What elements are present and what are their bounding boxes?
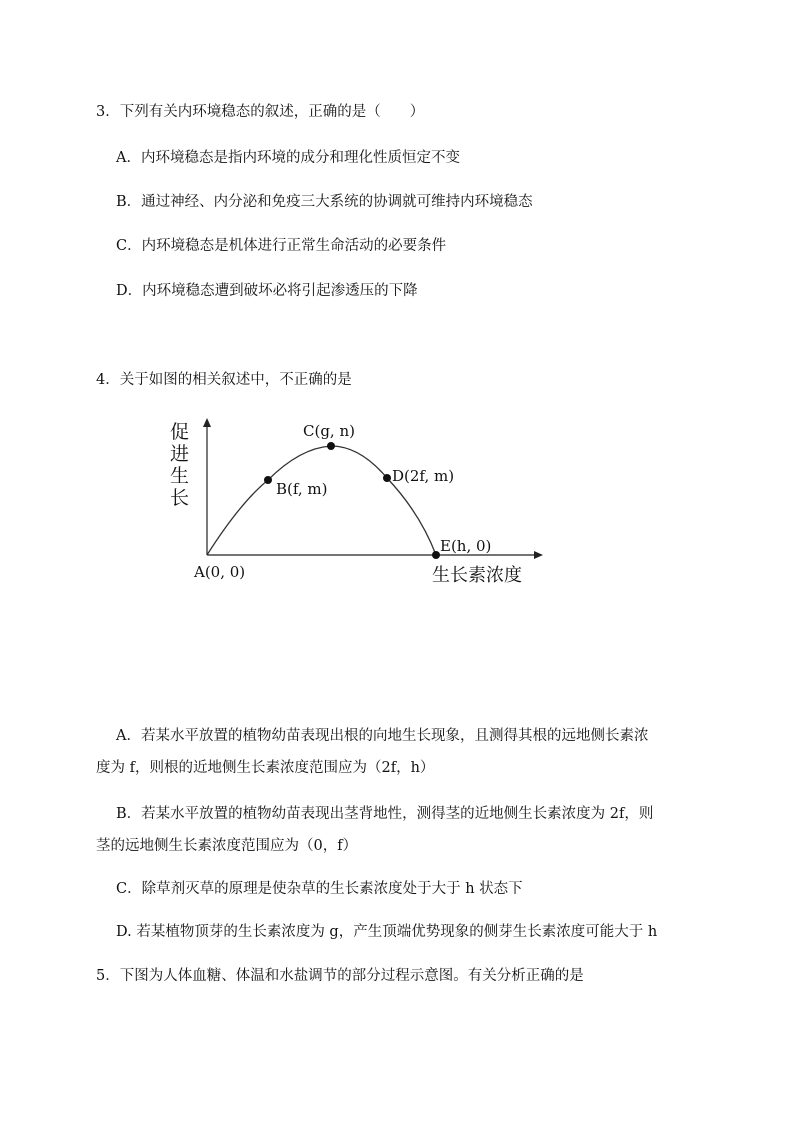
point-d-label: D(2f, m)	[392, 467, 455, 485]
question-5-stem: 5．下图为人体血糖、体温和水盐调节的部分过程示意图。有关分析正确的是	[96, 968, 584, 984]
question-4-option-c: C．除草剂灭草的原理是使杂草的生长素浓度处于大于 h 状态下	[116, 881, 523, 897]
question-4-option-b-line-2: 茎的远地侧生长素浓度范围应为（0，f）	[96, 838, 358, 854]
y-axis-label-char-2: 进	[170, 443, 190, 465]
point-e-label: E(h, 0)	[440, 537, 492, 555]
growth-curve	[207, 446, 436, 555]
question-3-option-a: A．内环境稳态是指内环境的成分和理化性质恒定不变	[116, 150, 460, 166]
question-4-option-a-line-2: 度为 f，则根的近地侧生长素浓度范围应为（2f，h）	[96, 760, 435, 776]
point-d	[383, 474, 391, 482]
y-axis-label-char-1: 促	[170, 421, 190, 443]
question-4-option-a-line-1: A．若某水平放置的植物幼苗表现出根的向地生长现象，且测得其根的远地侧长素浓	[116, 728, 649, 744]
question-3-option-d: D．内环境稳态遭到破坏必将引起渗透压的下降	[116, 283, 418, 299]
x-axis-arrow	[534, 551, 543, 559]
point-a-label: A(0, 0)	[194, 563, 246, 581]
question-3-option-c: C．内环境稳态是机体进行正常生命活动的必要条件	[116, 238, 447, 254]
question-3-option-b: B．通过神经、内分泌和免疫三大系统的协调就可维持内环境稳态	[116, 194, 533, 210]
question-4-stem: 4．关于如图的相关叙述中，不正确的是	[96, 372, 352, 388]
point-c	[327, 442, 335, 450]
x-axis-label: 生长素浓度	[432, 565, 522, 586]
y-axis-label-char-3: 生	[170, 465, 190, 487]
question-4-option-b-line-1: B．若某水平放置的植物幼苗表现出茎背地性，测得茎的近地侧生长素浓度为 2f，则	[116, 806, 654, 822]
y-axis-label-char-4: 长	[170, 487, 190, 509]
auxin-concentration-figure	[160, 408, 580, 593]
point-b-label: B(f, m)	[276, 480, 328, 498]
point-e	[432, 551, 440, 559]
point-c-label: C(g, n)	[303, 422, 355, 440]
question-4-option-d: D. 若某植物顶芽的生长素浓度为 g，产生顶端优势现象的侧芽生长素浓度可能大于 h	[116, 924, 658, 940]
point-b	[264, 476, 272, 484]
question-3-stem: 3．下列有关内环境稳态的叙述，正确的是（ ）	[96, 104, 425, 120]
y-axis-arrow	[203, 418, 211, 427]
